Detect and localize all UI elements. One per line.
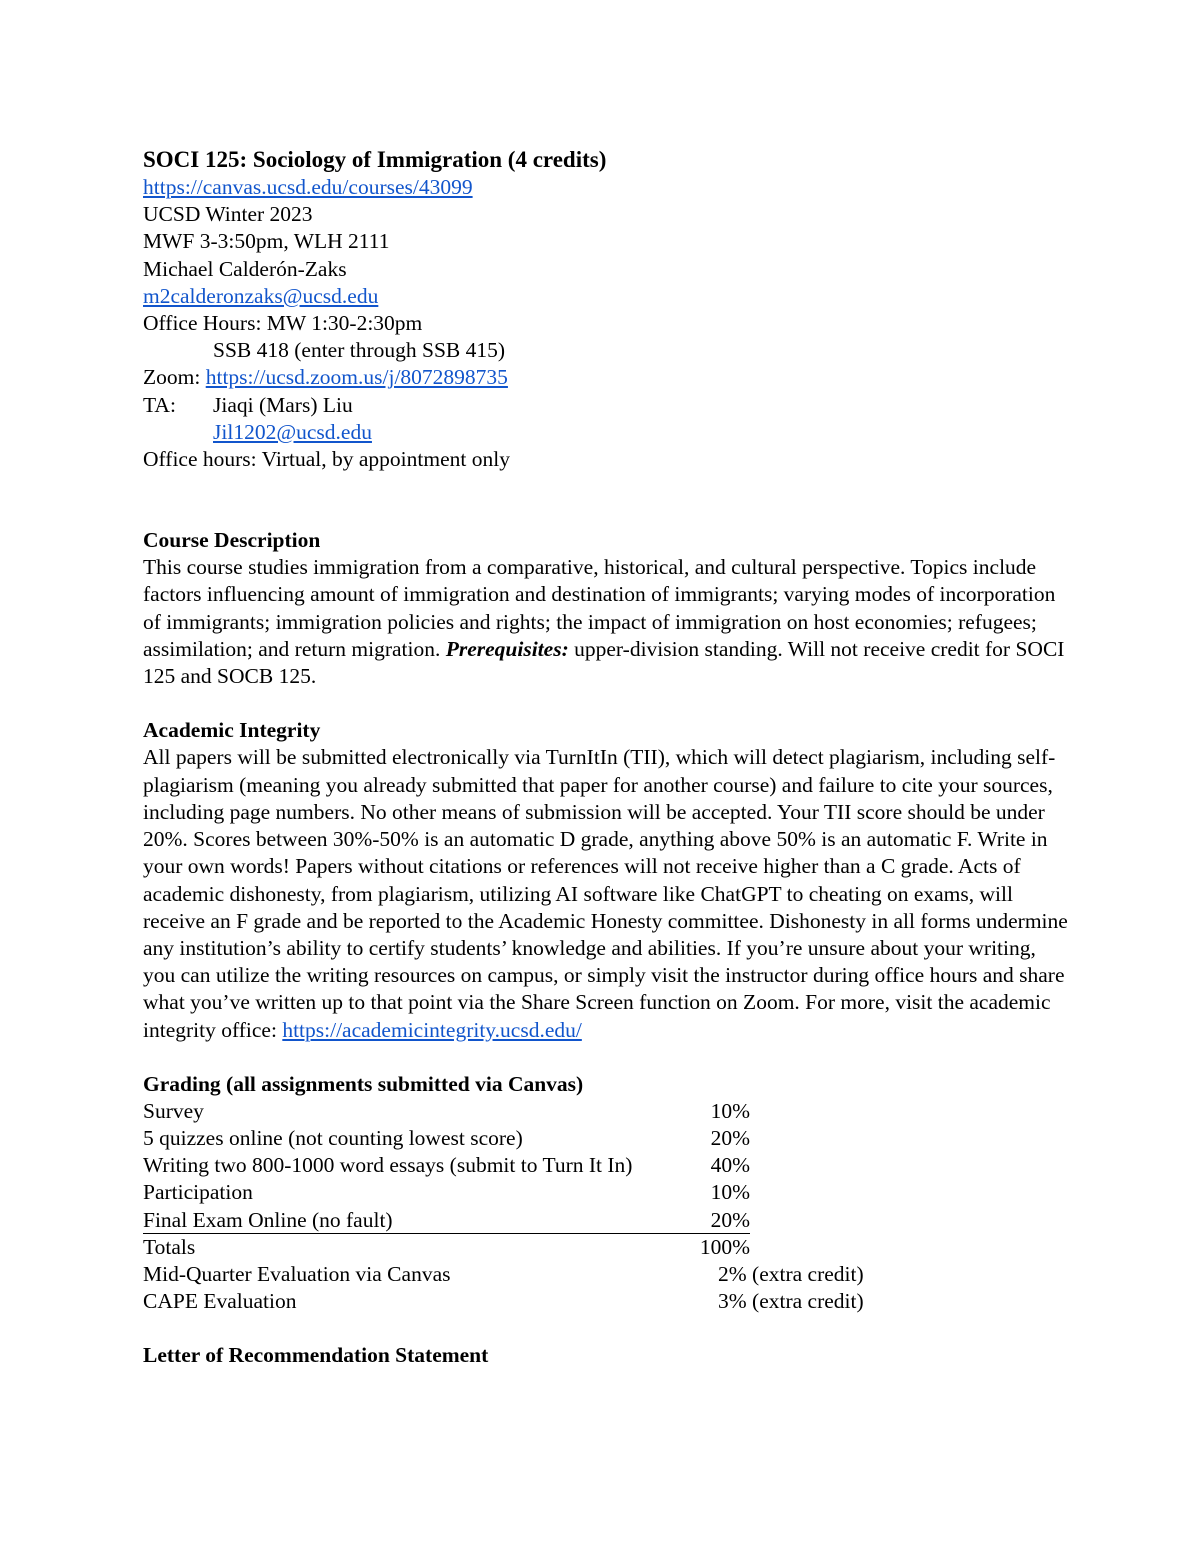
ta-line xyxy=(143,392,1073,419)
extra-credit-item: Mid-Quarter Evaluation via Canvas xyxy=(143,1261,451,1286)
extra-credit-percent: 2% (extra credit) xyxy=(718,1261,864,1286)
grading-percent: 20% xyxy=(710,1207,750,1232)
letter-of-recommendation-heading: Letter of Recommendation Statement xyxy=(143,1343,489,1368)
extra-credit-row xyxy=(143,1261,1073,1288)
office-location: SSB 418 (enter through SSB 415) xyxy=(213,338,506,363)
course-description-body xyxy=(143,554,1073,690)
grading-percent: 10% xyxy=(710,1098,750,1123)
course-description-text: This course studies immigration from a comparative, historical, and cultural perspective. Topics include factors influencing amount of immigration and destination of immigrants; varying modes of incorporation of immigrants; immigration policies and rights; the impact of immigration on host economies; refugees; assimilation; and return migration. xyxy=(143,555,1056,661)
grading-item: 5 quizzes online (not counting lowest score) xyxy=(143,1126,523,1151)
office-hours: Office Hours: MW 1:30-2:30pm xyxy=(143,310,423,335)
ta-email-link[interactable]: Jil1202@ucsd.edu xyxy=(213,419,372,444)
zoom-link[interactable]: https://ucsd.zoom.us/j/8072898735 xyxy=(205,365,508,390)
academic-integrity-link[interactable]: https://academicintegrity.ucsd.edu/ xyxy=(282,1017,582,1042)
zoom-label: Zoom: xyxy=(143,365,206,390)
grading-item: Participation xyxy=(143,1180,253,1205)
grading-row xyxy=(143,1152,1073,1179)
grading-item: Writing two 800-1000 word essays (submit to Turn It In) xyxy=(143,1153,633,1178)
academic-integrity-body xyxy=(143,744,1073,1043)
course-term: UCSD Winter 2023 xyxy=(143,202,313,227)
instructor-email-link[interactable]: m2calderonzaks@ucsd.edu xyxy=(143,283,379,308)
zoom-line xyxy=(143,364,1073,391)
syllabus-content xyxy=(143,146,1073,1369)
canvas-course-link[interactable]: https://canvas.ucsd.edu/courses/43099 xyxy=(143,175,473,199)
extra-credit-item: CAPE Evaluation xyxy=(143,1289,297,1314)
course-schedule: MWF 3-3:50pm, WLH 2111 xyxy=(143,229,390,254)
instructor-name: Michael Calderón-Zaks xyxy=(143,256,347,281)
grading-percent: 10% xyxy=(710,1180,750,1205)
grading-row xyxy=(143,1125,1073,1152)
extra-credit-row xyxy=(143,1288,1073,1315)
extra-credit-percent: 3% (extra credit) xyxy=(718,1289,864,1314)
grading-percent: 20% xyxy=(710,1126,750,1151)
grading-percent: 100% xyxy=(699,1234,750,1259)
grading-heading: Grading (all assignments submitted via Canvas) xyxy=(143,1071,584,1096)
academic-integrity-text: All papers will be submitted electronically via TurnItIn (TII), which will detect plagiarism, including self-plagiarism (meaning you already submitted that paper for another course) and failure to cite your sources, including page numbers. No other means of submission will be accepted. Your TII score should be under 20%. Scores between 30%-50% is an automatic D grade, anything above 50% is an automatic F. Write in your own words! Papers without citations or references will not receive higher than a C grade. Acts of academic dishonesty, from plagiarism, utilizing AI software like ChatGPT to cheating on exams, will receive an F grade and be reported to the Academic Honesty committee. Dishonesty in all forms undermine any institution’s ability to certify students’ knowledge and abilities. If you’re unsure about your writing, you can utilize the writing resources on campus, or simply visit the instructor during office hours and share what you’ve written up to that point via the Share Screen function on Zoom. For more, visit the academic integrity office: xyxy=(143,745,1068,1042)
prerequisites-label: Prerequisites: xyxy=(445,636,569,661)
grading-row xyxy=(143,1179,1073,1206)
course-description-heading: Course Description xyxy=(143,528,321,553)
grading-percent: 40% xyxy=(710,1153,750,1178)
ta-label: TA: xyxy=(143,392,176,417)
prerequisites-text: upper-division standing. Will not receive credit for SOCI 125 and SOCB 125. xyxy=(143,636,1065,689)
ta-office-hours: Office hours: Virtual, by appointment only xyxy=(143,446,510,471)
ta-name: Jiaqi (Mars) Liu xyxy=(213,392,353,417)
academic-integrity-heading: Academic Integrity xyxy=(143,718,321,743)
grading-item: Final Exam Online (no fault) xyxy=(143,1207,393,1232)
course-title: SOCI 125: Sociology of Immigration (4 credits) xyxy=(143,147,607,172)
grading-item: Totals xyxy=(143,1234,196,1259)
grading-row xyxy=(143,1098,1073,1125)
grading-row-totals xyxy=(143,1234,1073,1261)
grading-row-final-exam xyxy=(143,1207,750,1234)
grading-item: Survey xyxy=(143,1098,204,1123)
